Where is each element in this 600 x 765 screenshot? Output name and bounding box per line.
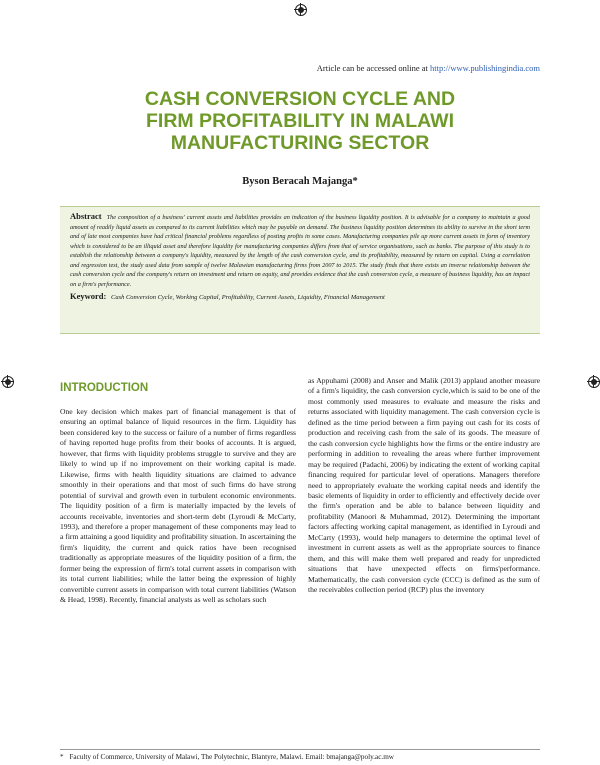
footnote-mark: *: [60, 753, 64, 761]
keywords: [70, 291, 530, 301]
footnote-text: Faculty of Commerce, University of Malawi, The Polytechnic, Blantyre, Malawi. Email: bmajanga@poly.ac.mw: [69, 753, 394, 761]
registration-mark-top-icon: [295, 4, 307, 16]
paper-title: [70, 88, 530, 154]
author-name: Byson Beracah Majanga*: [242, 176, 358, 187]
registration-mark-left-icon: [2, 376, 14, 388]
author-footnote: [60, 749, 540, 762]
registration-mark-right-icon: [588, 376, 600, 388]
keyword-label: Keyword:: [70, 291, 107, 301]
title-line: MANUFACTURING SECTOR: [170, 132, 430, 154]
body-column-left: One key decision which makes part of financial management is that of ensuring an optimal balance of liquid resources in the firm. Liquidity has been considered key to the success or failure of a number of firms regardless of having reported huge profits from their books of accounts. It is argued, however, that firms with liquidity problems struggle to survive and they are likely to wind up if no improvement on their working capital is made. Likewise, firms with health liquidity situations are claimed to advance smoothly in their operations and that most of such firms do have strong potential of survival and growth even in turbulent economic environments. The liquidity position of a firm is materially impacted by the levels of accounts receivable, inventories and short-term debt (Lyroudi & McCarty, 1993), and therefore a proper management of these components may lead to a firm attaining a good liquidity and profitability situation. In ascertaining the firm's liquidity, the current and quick ratios have been recognised traditionally as appropriate measures of the liquidity position of a firm, the former being the expression of firm's total current assets in comparison with its total current liabilities; while the latter being the expression of highly convertible current assets in comparison with total current liabilities (Watson & Head, 1998). Recently, financial analysts as well as scholars such: [60, 407, 296, 605]
abstract: [70, 212, 530, 289]
abstract-label: Abstract: [70, 211, 102, 221]
abstract-body: The composition of a business' current assets and liabilities provides an indication of the business liquidity position. It is advisable for a company to maintain a good amount of readily liquid assets as compared to its current liabilities which may be payable on demand. The business liquidity position determines its ability to survive in the short term and of late most companies have had critical financial problems regardless of posting profits in some cases. Manufacturing companies pile up more current assets in form of inventory which is considered to be an illiquid asset and therefore liquidity for manufacturing companies differs from that of service organisations, such as banks. The purpose of this study is to establish the relationship between a company's liquidity, measured by the length of the cash conversion cycle, and its profitability, measured by return on capital. Using a correlation and regression test, the study used data from sample of twelve Malawian manufacturing firms from 2007 to 2015. The study finds that there exists an inverse relationship between the cash conversion cycle and the company's return on investment and return on equity, and provides evidence that the cash conversion cycle, a measure of business liquidity, has an impact on a firm's performance.: [70, 214, 530, 288]
title-line: CASH CONVERSION CYCLE AND: [144, 88, 456, 110]
keyword-list: Cash Conversion Cycle, Working Capital, Profitability, Current Assets, Liquidity, Financial Management: [110, 294, 385, 301]
publisher-link[interactable]: http://www.publishingindia.com: [430, 63, 540, 73]
title-line: FIRM PROFITABILITY IN MALAWI: [145, 110, 454, 132]
abstract-box: [60, 206, 540, 334]
access-line: [317, 63, 540, 73]
body-column-right: as Appuhami (2008) and Anser and Malik (2013) applaud another measure of a firm's liquidity, the cash conversion cycle,which is said to be one of the most commonly used measures to evaluate and measure the risks and returns associated with liquidity management. The cash conversion cycle is defined as the time period between a firm paying out cash for its costs of production and receiving cash from the sale of its goods. The measure of the cash conversion cycle highlights how the firms or the entire industry are performing in addition to revealing the areas where further improvement may be required (Padachi, 2006) by indicating the extent of working capital financing required for particular level of operations. Managers therefore need to appropriately evaluate the working capital needs and identify the basic elements of liquidity in order to efficiently and effectively decide over the firm's operation and be able to balance between liquidity and profitability (Manoori & Muhammad, 2012). Determining the important factors affecting working capital management, as identified in Lyroudi and McCarty (1993), would help managers to determine the optimal level of investment in current assets as well as the appropriate sources to finance them, and this will make them well prepared and ready for unpredicted situations that have unexpected effects on firms'performance. Mathematically, the cash conversion cycle (CCC) is defined as the sum of the receivables collection period (RCP) plus the inventory: [308, 376, 540, 595]
section-heading-introduction: INTRODUCTION: [60, 382, 149, 394]
access-prefix: Article can be accessed online at: [316, 63, 431, 73]
